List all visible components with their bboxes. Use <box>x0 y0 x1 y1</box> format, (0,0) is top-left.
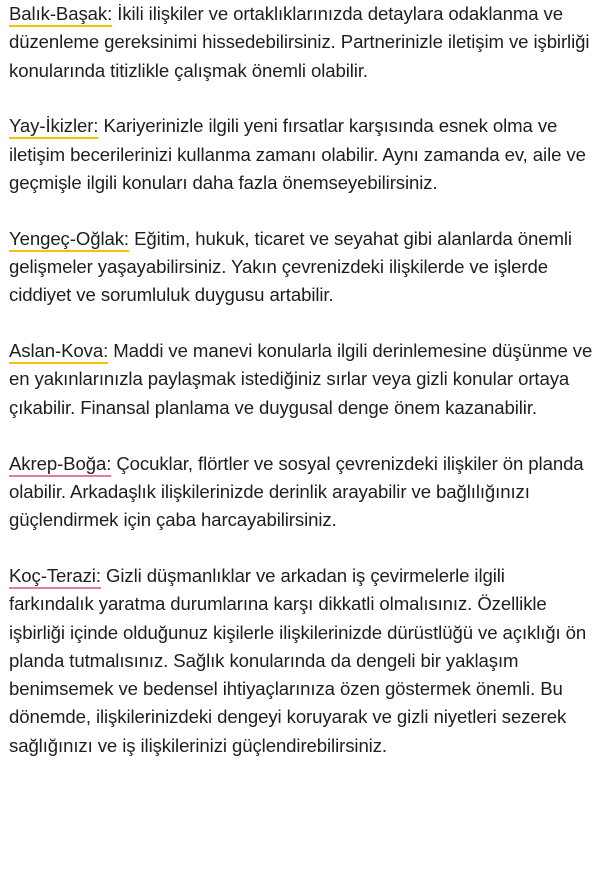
entry-text: Gizli düşmanlıklar ve arkadan iş çevirmelerle ilgili farkındalık yaratma durumlarına karşı dikkatli olmalısınız. Özellikle işbirliği içinde olduğunuz kişilerle ilişkilerinizde dürüstlüğü ve açıklığı ön planda tutmalısınız. Sağlık konularında da dengeli bir yaklaşım benimsemek ve bedensel ihtiyaçlarınıza özen göstermek önemli. Bu dönemde, ilişkilerinizdeki dengeyi koruyarak ve gizli niyetleri sezerek sağlığınızı ve iş ilişkilerinizi güçlendirebilirsiniz. <box>9 564 587 756</box>
entry-text: Çocuklar, flörtler ve sosyal çevrenizdeki ilişkiler ön planda olabilir. Arkadaşlık ilişkilerinizde derinlik arayabilir ve bağlılığınızı güçlendirmek için çaba harcayabilirsiniz. <box>9 452 584 531</box>
entry-yengec-oglak <box>9 225 594 310</box>
entry-text: Kariyerinizle ilgili yeni fırsatlar karşısında esnek olma ve iletişim becerilerinizi kullanma zamanı olabilir. Aynı zamanda ev, aile ve geçmişle ilgili konuları daha fazla önemseyebilirsiniz. <box>9 115 586 193</box>
sign-label: Koç-Terazi: <box>9 564 101 586</box>
entry-yay-ikizler <box>9 112 594 197</box>
sign-label: Aslan-Kova: <box>9 340 109 362</box>
sign-label: Yengeç-Oğlak: <box>9 227 129 249</box>
entry-aslan-kova <box>9 337 594 422</box>
sign-label: Akrep-Boğa: <box>9 452 112 474</box>
entry-text: İkili ilişkiler ve ortaklıklarınızda detaylara odaklanma ve düzenleme gereksinimi hissedebilirsiniz. Partnerinizle iletişim ve işbirliği konularında titizlikle çalışmak önemli olabilir. <box>9 3 590 81</box>
entry-koc-terazi <box>9 562 594 760</box>
entry-text: Maddi ve manevi konularla ilgili derinlemesine düşünme ve en yakınlarınızla paylaşmak istediğiniz sırlar veya gizli konular ortaya çıkabilir. Finansal planlama ve duygusal denge önem kazanabilir. <box>9 340 593 418</box>
entry-balik-basak <box>9 0 594 85</box>
entry-text: Eğitim, hukuk, ticaret ve seyahat gibi alanlarda önemli gelişmeler yaşayabilirsiniz. Yakın çevrenizdeki ilişkilerde ve işlerde ciddiyet ve sorumluluk duygusu artabilir. <box>9 227 572 306</box>
sign-label: Yay-İkizler: <box>9 115 99 137</box>
sign-label: Balık-Başak: <box>9 3 113 24</box>
entry-akrep-boga <box>9 450 594 535</box>
